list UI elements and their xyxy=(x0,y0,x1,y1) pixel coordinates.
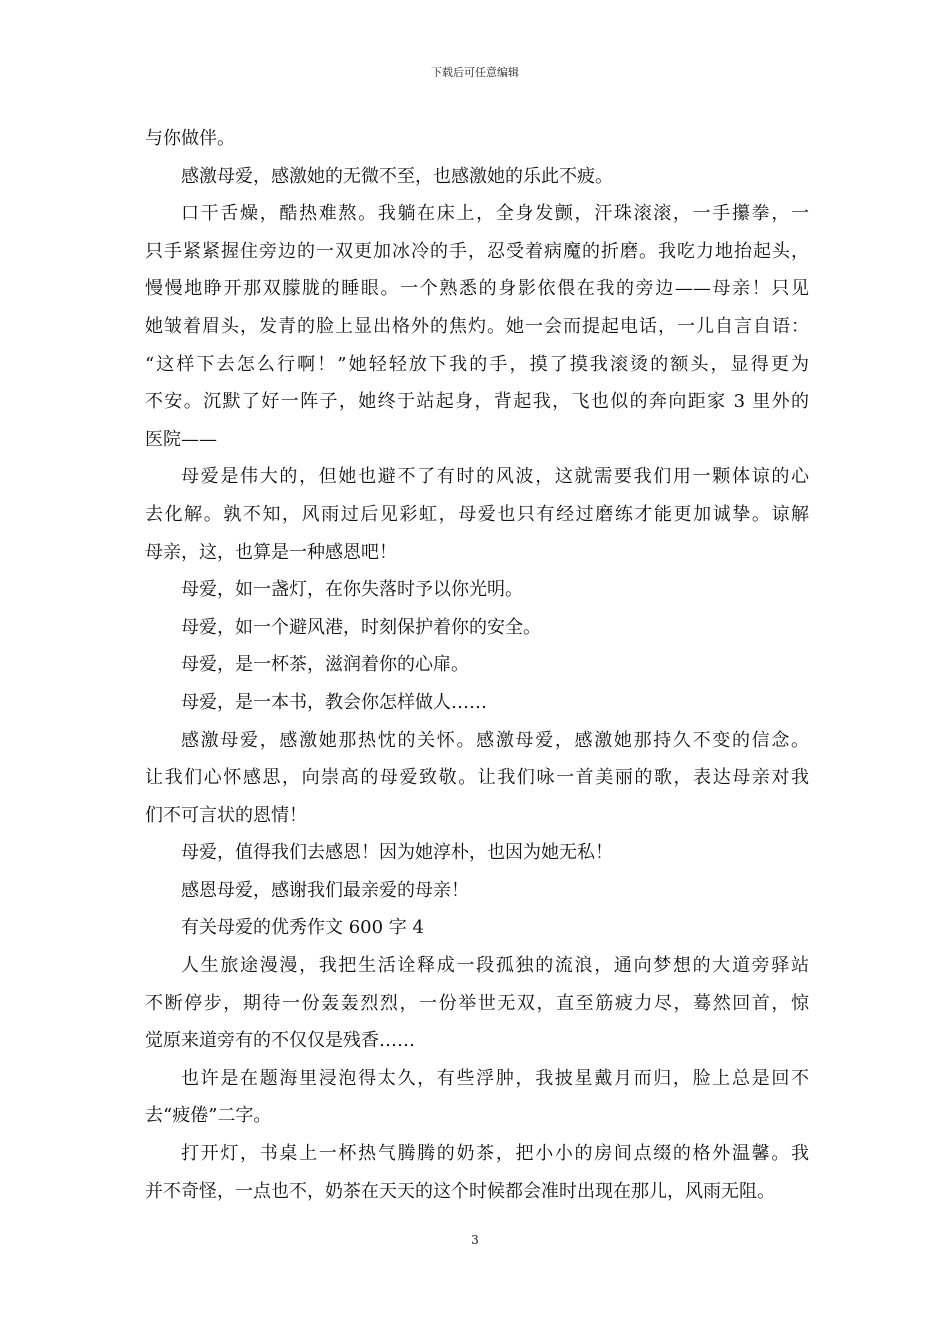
paragraph-line: 母爱，如一个避风港，时刻保护着你的安全。 xyxy=(181,616,541,638)
paragraph xyxy=(145,722,809,835)
page-number: 3 xyxy=(471,1233,479,1247)
paragraph xyxy=(145,458,809,571)
paragraph-line: 母爱，是一杯茶，滋润着你的心扉。 xyxy=(181,654,469,676)
paragraph-line: 只手紧紧握住旁边的一双更加冰冷的手，忍受着病魔的折磨。我吃力地抬起头， xyxy=(145,240,809,262)
document-body xyxy=(145,120,809,1210)
paragraph-line: 感激母爱，感激她的无微不至，也感激她的乐此不疲。 xyxy=(181,165,613,187)
paragraph xyxy=(145,158,809,196)
paragraph-line: 并不奇怪，一点也不，奶茶在天天的这个时候都会准时出现在那儿，风雨无阻。 xyxy=(145,1180,775,1202)
paragraph-line: 母亲，这，也算是一种感恩吧！ xyxy=(145,541,397,563)
paragraph xyxy=(145,1060,809,1135)
paragraph xyxy=(145,834,809,872)
page-header: 下载后可任意编辑 xyxy=(431,66,519,79)
paragraph-line: 有关母爱的优秀作文 600 字 4 xyxy=(181,917,424,939)
paragraph xyxy=(145,947,809,1060)
paragraph-line: 也许是在题海里浸泡得太久，有些浮肿，我披星戴月而归，脸上总是回不 xyxy=(181,1067,809,1089)
paragraph-line: 人生旅途漫漫，我把生活诠释成一段孤独的流浪，通向梦想的大道旁驿站 xyxy=(181,955,809,977)
paragraph-line: 母爱，值得我们去感恩！因为她淳朴，也因为她无私！ xyxy=(181,842,613,864)
paragraph xyxy=(145,571,809,609)
paragraph-line: 们不可言状的恩情！ xyxy=(145,804,307,826)
paragraph-line: 她皱着眉头，发青的脸上显出格外的焦灼。她一会而提起电话，一儿自言自语： xyxy=(145,315,809,337)
paragraph-line: 觉原来道旁有的不仅仅是残香…… xyxy=(145,1030,415,1052)
paragraph-line: 不断停步，期待一份轰轰烈烈，一份举世无双，直至筋疲力尽，蓦然回首，惊 xyxy=(145,992,809,1014)
paragraph-line: 医院—— xyxy=(145,428,217,450)
paragraph-line: 去“疲倦”二字。 xyxy=(145,1105,272,1127)
paragraph xyxy=(145,120,809,158)
paragraph xyxy=(145,195,809,458)
paragraph-line: 与你做伴。 xyxy=(145,128,235,149)
paragraph-line: 让我们心怀感思，向崇高的母爱致敬。让我们咏一首美丽的歌，表达母亲对我 xyxy=(145,767,809,789)
paragraph xyxy=(145,684,809,722)
paragraph xyxy=(145,1135,809,1210)
paragraph xyxy=(145,646,809,684)
paragraph-line: 感恩母爱，感谢我们最亲爱的母亲！ xyxy=(181,879,469,901)
paragraph xyxy=(145,609,809,647)
paragraph-line: 打开灯，书桌上一杯热气腾腾的奶茶，把小小的房间点缀的格外温馨。我 xyxy=(181,1143,809,1165)
paragraph-line: 口干舌燥，酷热难熬。我躺在床上，全身发颤，汗珠滚滚，一手攥拳，一 xyxy=(181,203,809,225)
paragraph-line: 去化解。孰不知，风雨过后见彩虹，母爱也只有经过磨练才能更加诚挚。谅解 xyxy=(145,503,809,525)
paragraph-line: “这样下去怎么行啊！”她轻轻放下我的手，摸了摸我滚烫的额头，显得更为 xyxy=(145,353,809,375)
paragraph-line: 不安。沉默了好一阵子，她终于站起身，背起我，飞也似的奔向距家 3 里外的 xyxy=(145,391,809,413)
paragraph-line: 母爱，如一盏灯，在你失落时予以你光明。 xyxy=(181,579,523,601)
paragraph-line: 慢慢地睁开那双朦胧的睡眼。一个熟悉的身影依偎在我的旁边——母亲！只见 xyxy=(145,278,809,300)
paragraph-line: 感激母爱，感激她那热忱的关怀。感激母爱，感激她那持久不变的信念。 xyxy=(181,729,809,751)
paragraph xyxy=(145,872,809,910)
paragraph-line: 母爱，是一本书，教会你怎样做人…… xyxy=(181,691,487,713)
paragraph-line: 母爱是伟大的，但她也避不了有时的风波，这就需要我们用一颗体谅的心 xyxy=(181,466,809,488)
paragraph xyxy=(145,909,809,947)
